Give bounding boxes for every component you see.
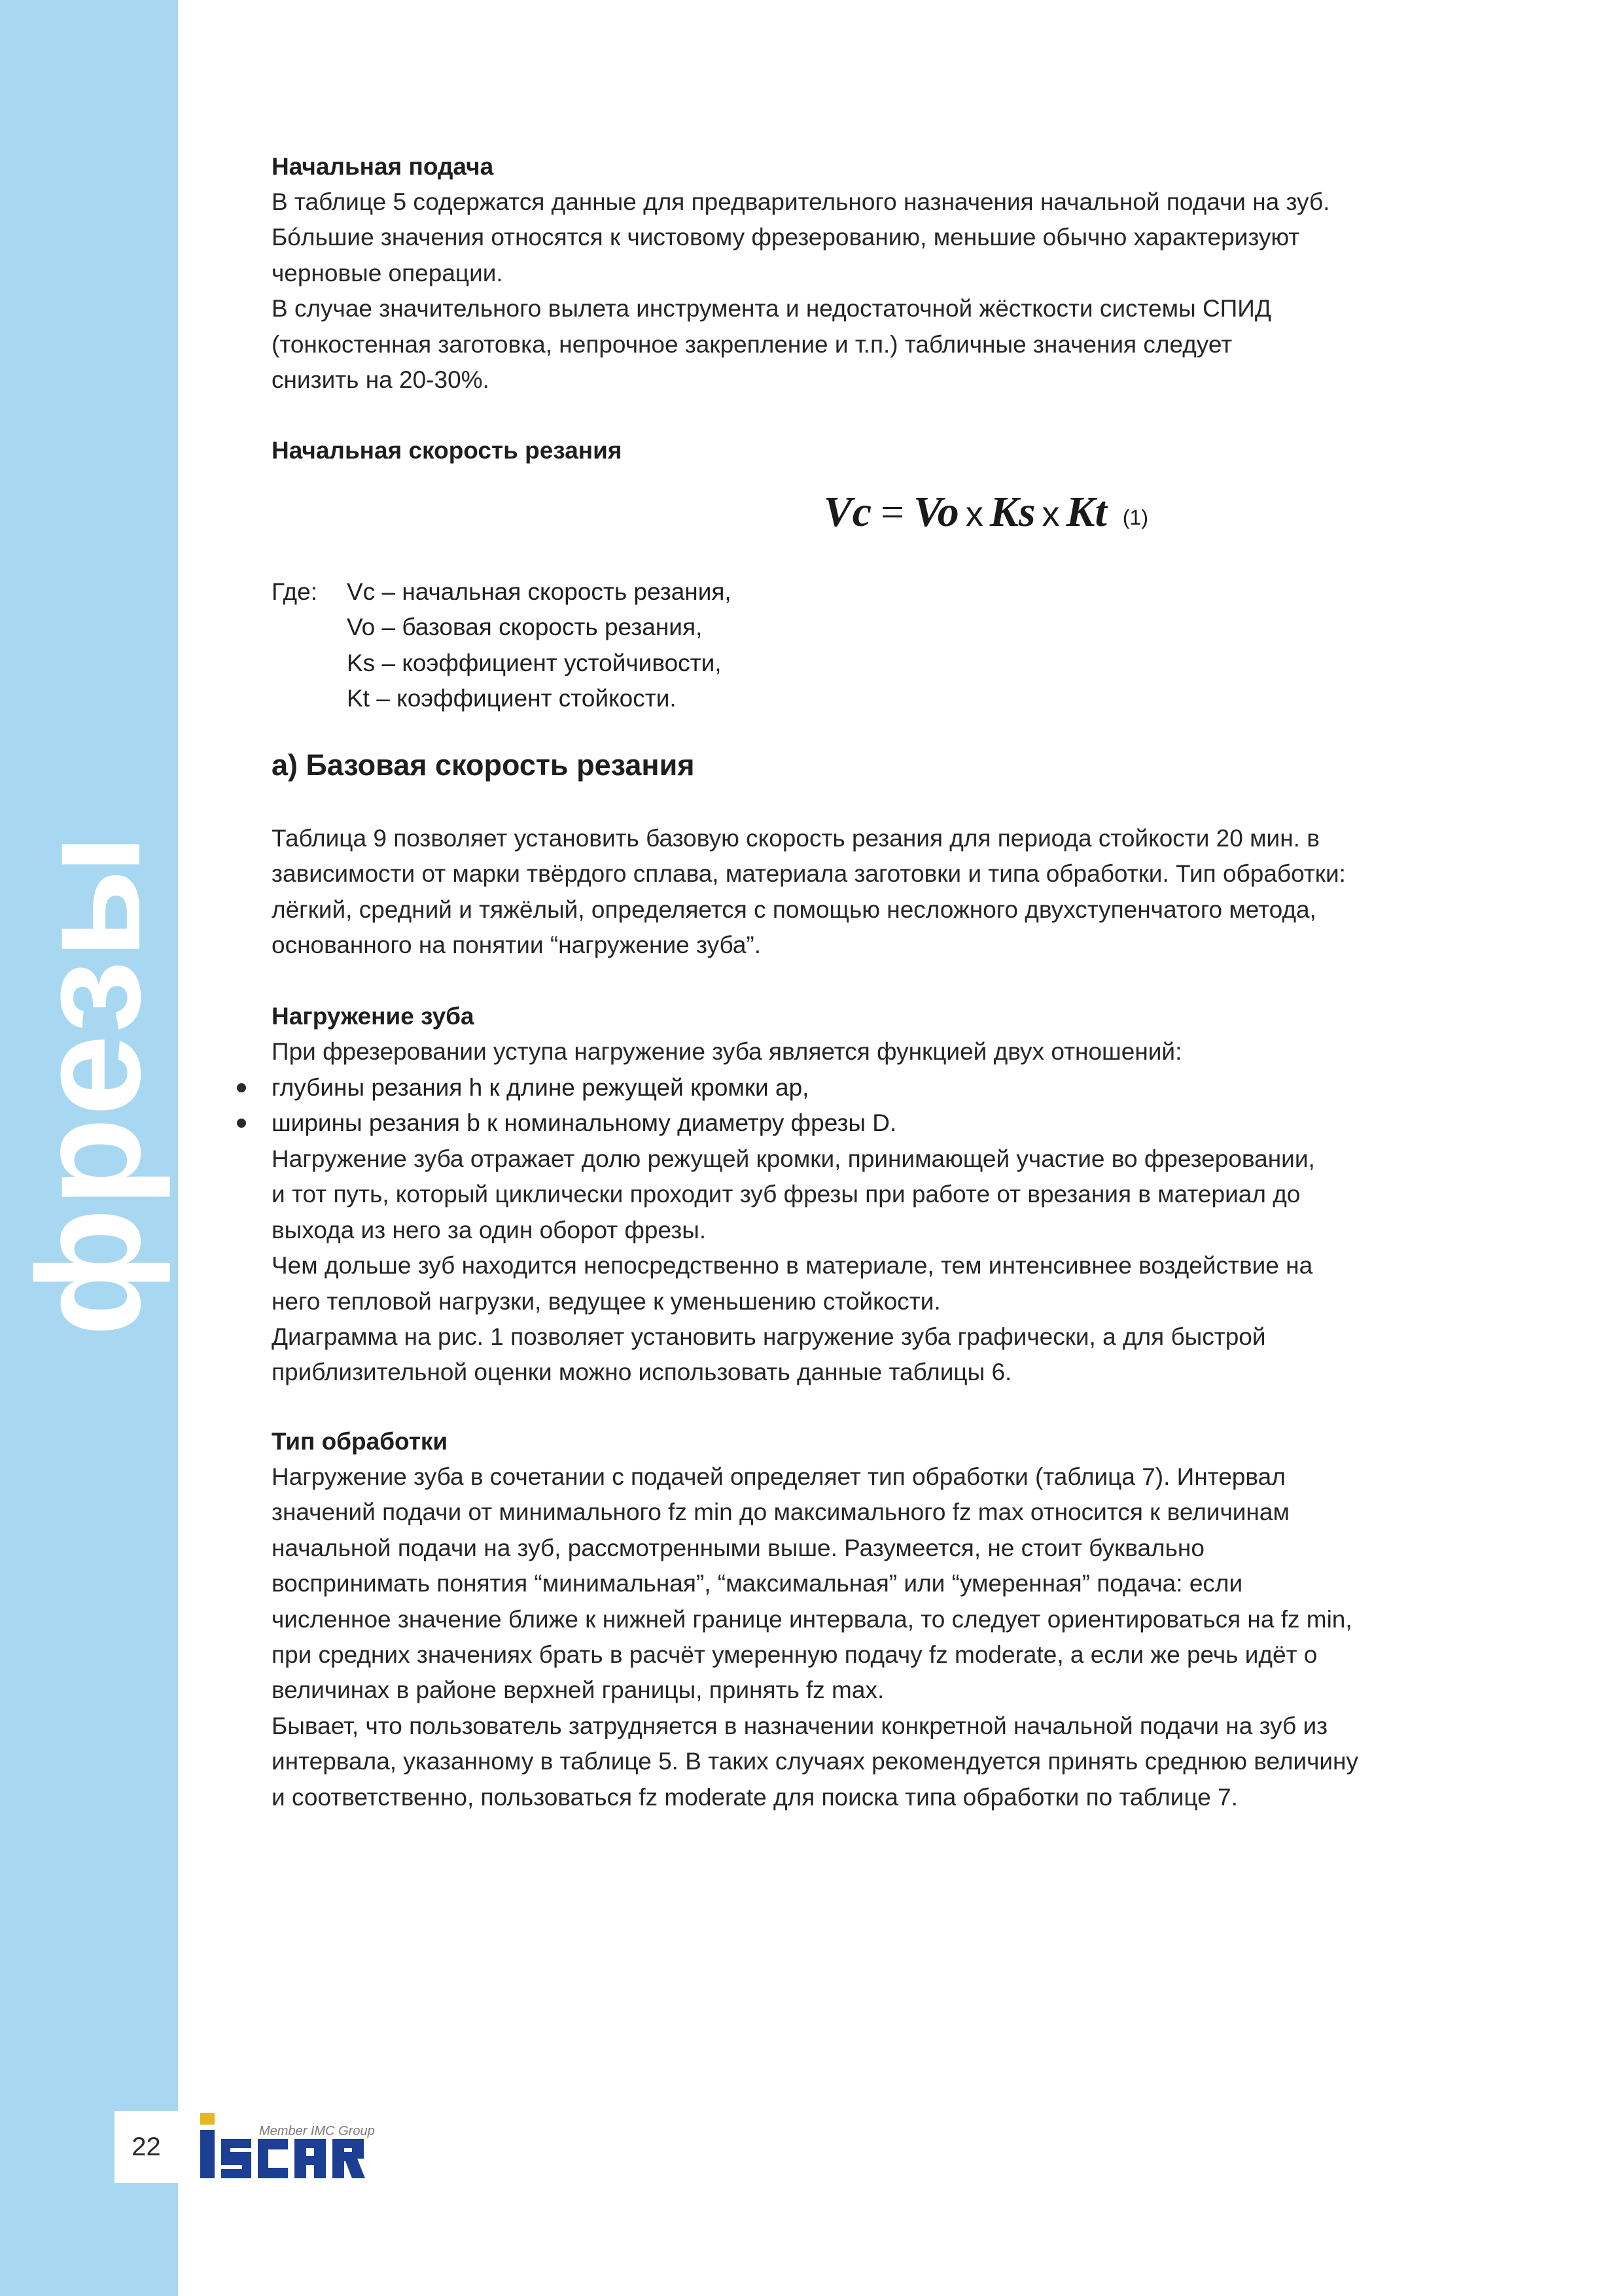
formula-vo: Vo bbox=[913, 488, 959, 536]
logo-letter-a bbox=[294, 2139, 326, 2178]
iscar-logo bbox=[192, 2108, 389, 2186]
formula-vc: Vc bbox=[823, 488, 872, 536]
formula-equals: = bbox=[881, 489, 905, 535]
tooth-load-intro: При фрезеровании уступа нагружение зуба является функцией двух отношений: bbox=[272, 1038, 1182, 1065]
page-number: 22 bbox=[114, 2111, 178, 2183]
initial-feed-text: В таблице 5 содержатся данные для предварительного назначения начальной подачи на зуб. Бóльшие значения относятся к чистовому фрезерованию, меньшие обычно характеризуют черновые операции. В случае значительного вылета инструмента и недостаточной жёсткости системы СПИД (тонкостенная заготовка, непрочное закрепление и т.п.) табличные значения следует снизить на 20-30%. bbox=[272, 188, 1330, 394]
base-speed-heading: а) Базовая скорость резания bbox=[272, 748, 695, 782]
sidebar-vertical-text: фрезы bbox=[7, 832, 171, 1337]
tooth-load-bullets bbox=[237, 1070, 896, 1141]
bullet-text: глубины резания h к длине режущей кромки ap, bbox=[272, 1074, 809, 1101]
logo-letter-c bbox=[258, 2139, 288, 2178]
where-label: Где: bbox=[272, 578, 318, 605]
logo-letter-i bbox=[200, 2113, 215, 2178]
formula-multiply-1: x bbox=[965, 495, 983, 534]
logo-letter-s bbox=[221, 2139, 251, 2178]
cutting-speed-formula bbox=[272, 487, 1148, 537]
formula-multiply-2: x bbox=[1042, 495, 1060, 534]
bullet-icon bbox=[237, 1119, 246, 1128]
machining-type-text: Нагружение зуба в сочетании с подачей определяет тип обработки (таблица 7). Интервал значений подачи от минимального fz min до максимального fz max относится к величинам начальной подачи на зуб, рассмотренными выше. Разумеется, не стоит буквально воспринимать понятия “минимальная”, “максимальная” или “умеренная” подача: если численное значение ближе к нижней границе интервала, то следует ориентироваться на fz min, при средних значениях брать в расчёт умеренную подачу fz moderate, а если же речь идёт о величинах в районе верхней границы, принять fz max. Бывает, что пользователь затрудняется в назначении конкретной начальной подачи на зуб из интервала, указанному в таблице 5. В таких случаях рекомендуется принять среднюю величину и соответственно, пользоваться fz moderate для поиска типа обработки по таблице 7. bbox=[272, 1463, 1358, 1811]
where-item: Ks – коэффициент устойчивости, bbox=[347, 649, 722, 676]
bullet-icon bbox=[237, 1083, 246, 1092]
tooth-load-heading: Нагружение зуба bbox=[272, 1003, 474, 1030]
bullet-text: ширины резания b к номинальному диаметру фрезы D. bbox=[272, 1109, 897, 1137]
list-item bbox=[237, 1105, 896, 1141]
where-item: Vo – базовая скорость резания, bbox=[347, 614, 703, 641]
sidebar bbox=[0, 0, 178, 2296]
tooth-load-text: Нагружение зуба отражает долю режущей кромки, принимающей участие во фрезеровании, и тот путь, который циклически проходит зуб фрезы при работе от врезания в материал до выхода из него за один оборот фрезы. Чем дольше зуб находится непосредственно в материале, тем интенсивнее воздействие на него тепловой нагрузки, ведущее к уменьшению стойкости. Диаграмма на рис. 1 позволяет установить нагружение зуба графически, а для быстрой приблизительной оценки можно использовать данные таблицы 6. bbox=[272, 1145, 1315, 1386]
logo-letter-r bbox=[332, 2139, 365, 2178]
sidebar-vertical-label bbox=[0, 832, 178, 1337]
where-item: Vc – начальная скорость резания, bbox=[347, 578, 731, 605]
logo-tagline: Member IMC Group bbox=[259, 2124, 375, 2138]
initial-speed-heading: Начальная скорость резания bbox=[272, 437, 622, 464]
where-item: Kt – коэффициент стойкости. bbox=[347, 685, 677, 712]
formula-number: (1) bbox=[1122, 506, 1148, 529]
machining-type-heading: Тип обработки bbox=[272, 1428, 448, 1455]
initial-feed-heading: Начальная подача bbox=[272, 153, 494, 180]
list-item bbox=[237, 1070, 896, 1105]
formula-ks: Ks bbox=[989, 488, 1036, 536]
formula-kt: Kt bbox=[1066, 488, 1107, 536]
base-speed-text: Таблица 9 позволяет установить базовую скорость резания для периода стойкости 20 мин. в зависимости от марки твёрдого сплава, материала заготовки и типа обработки. Тип обработки: лёгкий, средний и тяжёлый, определяется с помощью несложного двухступенчатого метода, основанного на понятии “нагружение зуба”. bbox=[272, 825, 1346, 959]
where-list bbox=[347, 574, 731, 717]
